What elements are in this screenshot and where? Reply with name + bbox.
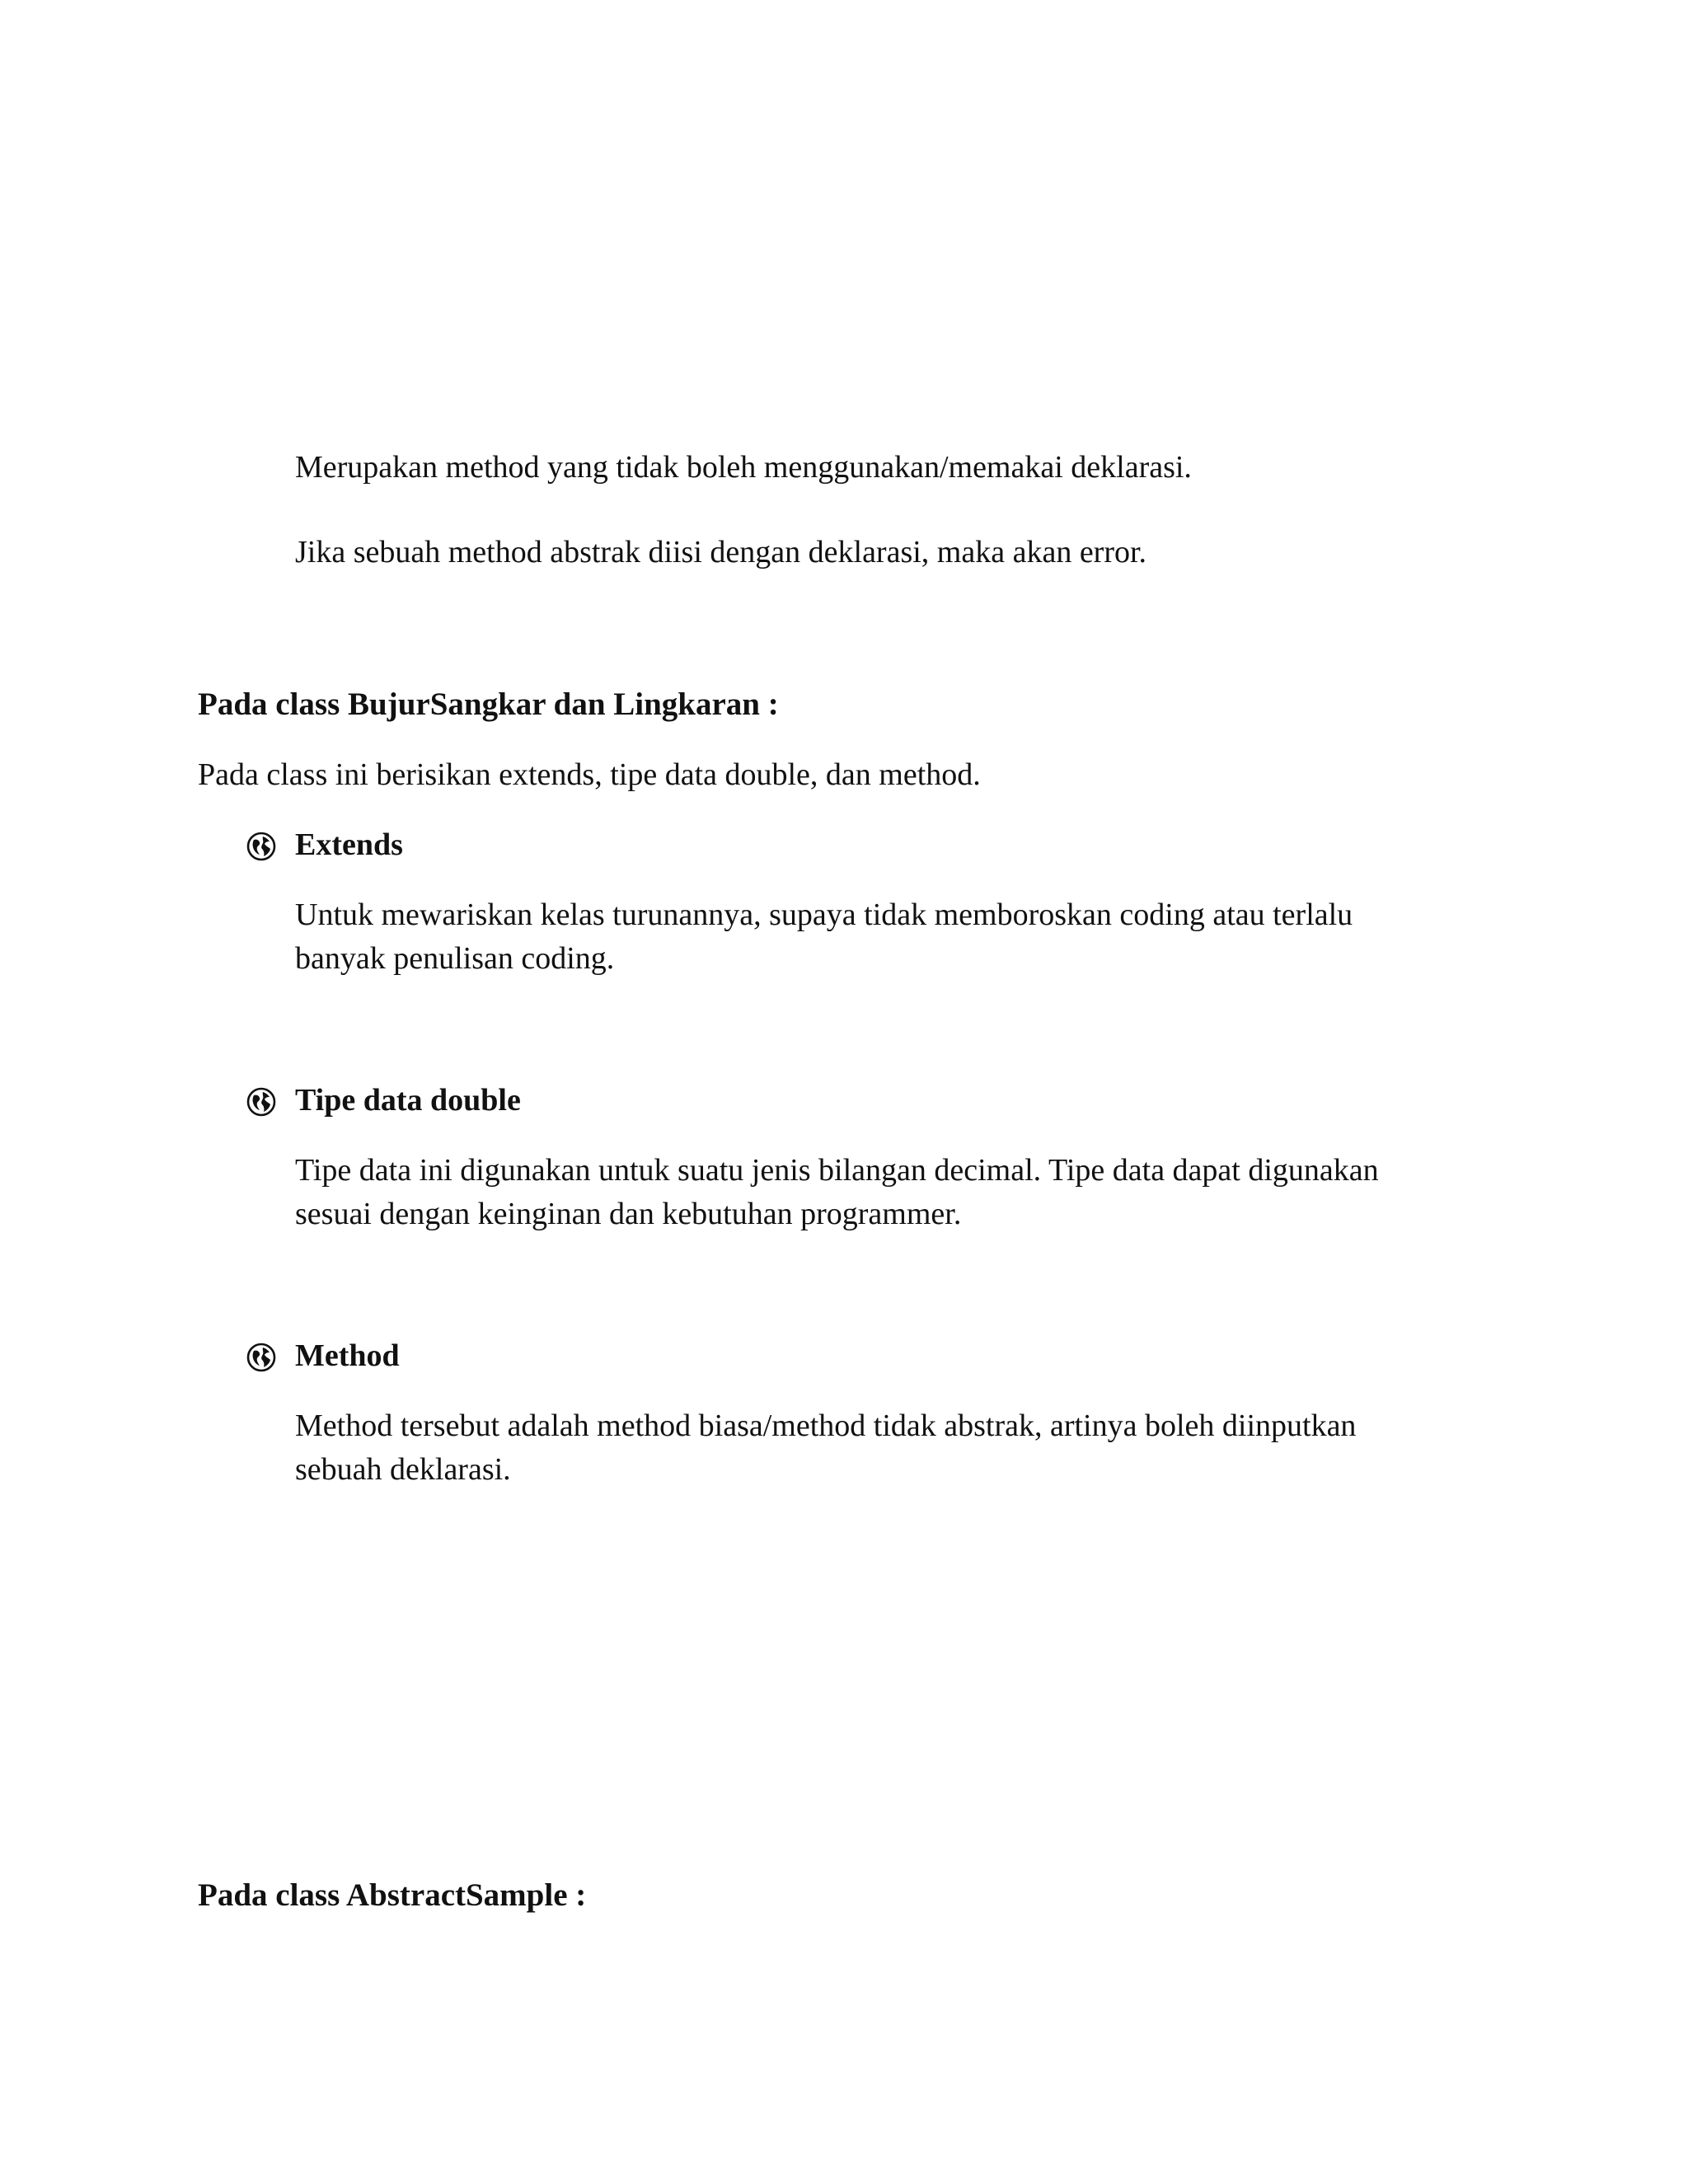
item-extends-line-1: Untuk mewariskan kelas turunannya, supaya tidak memboroskan coding atau terlalu <box>295 898 1353 932</box>
item-title-tipe-data-double: Tipe data double <box>295 1083 521 1118</box>
section-heading-abstractsample: Pada class AbstractSample : <box>198 1877 587 1913</box>
item-method-line-2: sebuah deklarasi. <box>295 1452 511 1487</box>
globe-icon <box>245 830 278 863</box>
item-extends-line-2: banyak penulisan coding. <box>295 941 615 976</box>
item-method-line-1: Method tersebut adalah method biasa/method tidak abstrak, artinya boleh diinputkan <box>295 1408 1357 1443</box>
intro-line-1: Merupakan method yang tidak boleh menggunakan/memakai deklarasi. <box>295 450 1192 485</box>
section-heading-bujursangkar: Pada class BujurSangkar dan Lingkaran : <box>198 687 779 722</box>
item-title-method: Method <box>295 1338 400 1373</box>
item-tipe-data-line-1: Tipe data ini digunakan untuk suatu jenis bilangan decimal. Tipe data dapat digunakan <box>295 1153 1379 1188</box>
section-description: Pada class ini berisikan extends, tipe data double, dan method. <box>198 757 981 792</box>
item-title-extends: Extends <box>295 827 403 862</box>
item-tipe-data-line-2: sesuai dengan keinginan dan kebutuhan programmer. <box>295 1197 962 1231</box>
globe-icon <box>245 1341 278 1374</box>
globe-icon <box>245 1085 278 1118</box>
intro-line-2: Jika sebuah method abstrak diisi dengan deklarasi, maka akan error. <box>295 535 1147 569</box>
